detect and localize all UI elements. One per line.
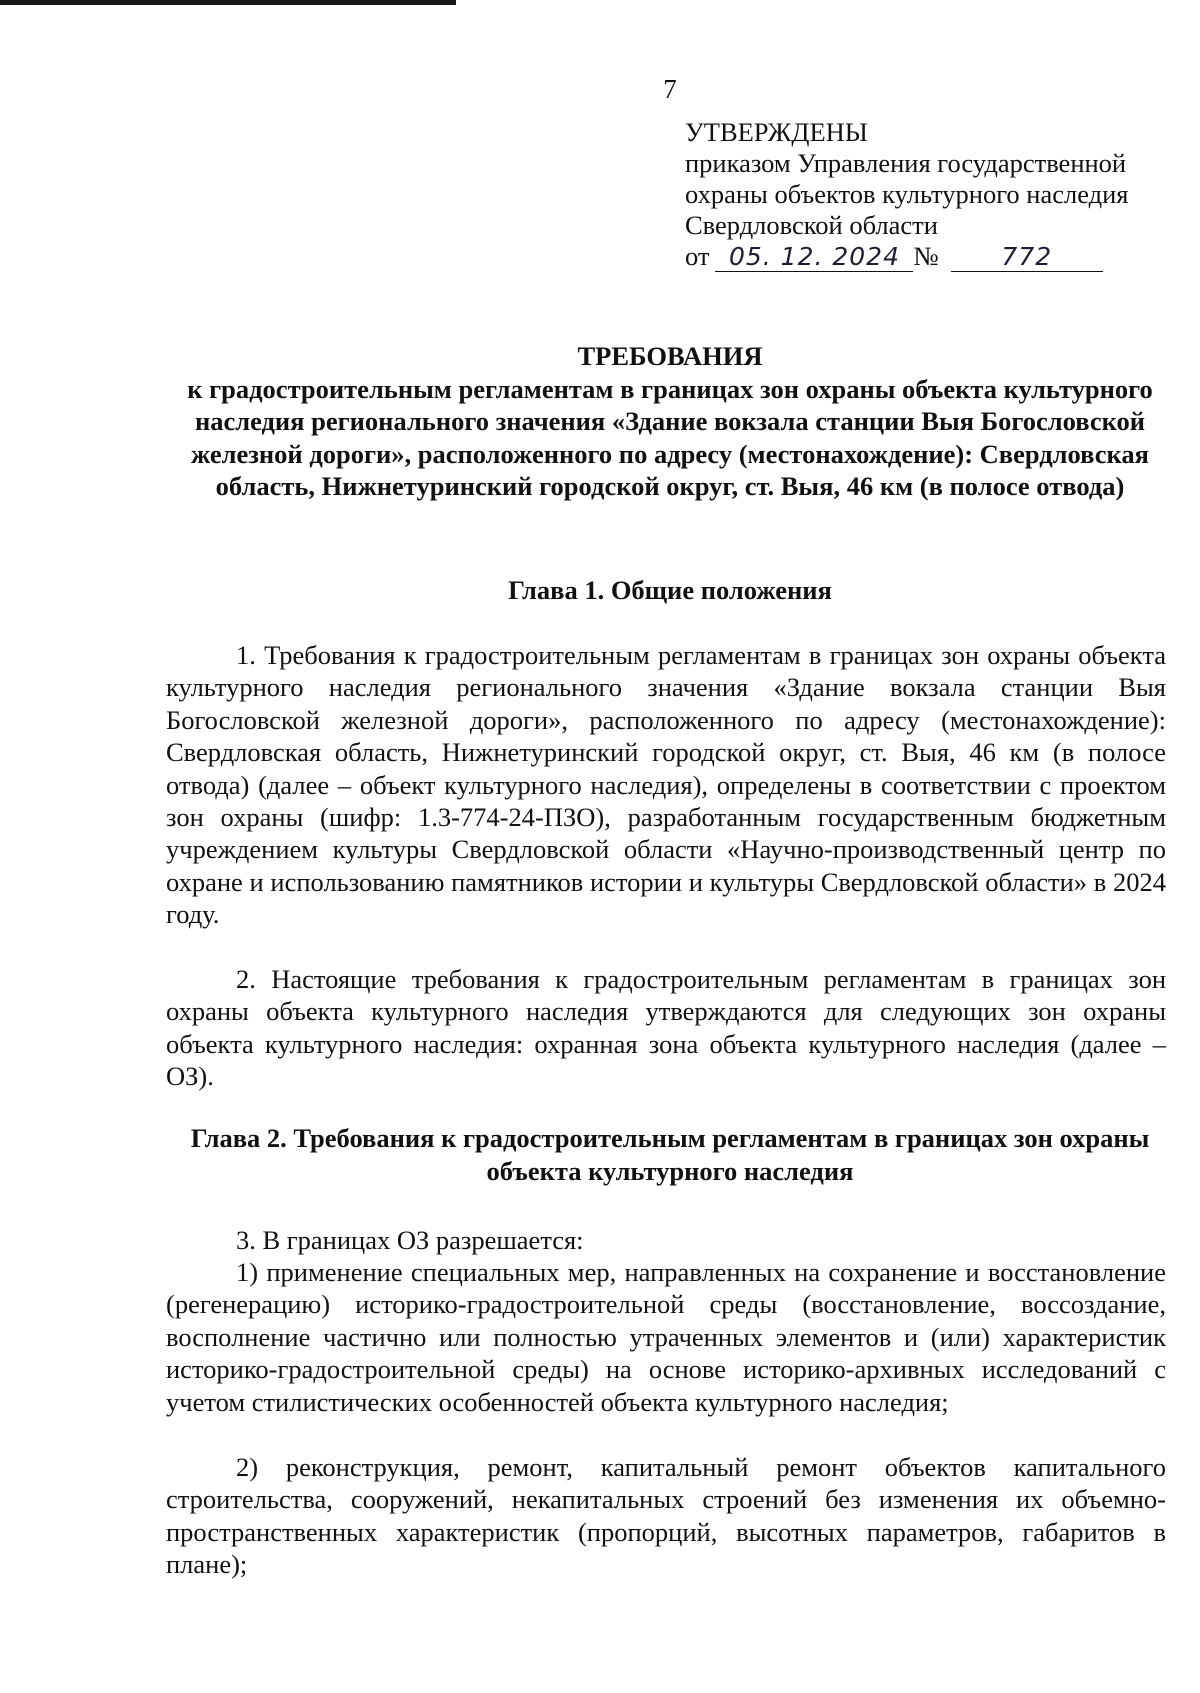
number-sign: № [913, 241, 939, 271]
chapter-1-heading: Глава 1. Общие положения [508, 575, 832, 605]
paragraph-3-item-2: 2) реконструкция, ремонт, капитальный ремонт объектов капитального строительства, сооружений, некапитальных строений без изменения их объемно-пространственных характеристик (пропорций, высотных параметров, габаритов в плане); [166, 1452, 1166, 1580]
approval-line-1: приказом Управления государственной [685, 148, 1127, 178]
chapter-2-heading: Глава 2. Требования к градостроительным регламентам в границах зон охраны объекта культурного наследия [190, 1123, 1150, 1186]
paragraph-3-item-1: 1) применение специальных мер, направленных на сохранение и восстановление (регенерацию) историко-градостроительной среды (восстановление, воссоздание, восполнение частично или полностью утраченных элементов и (или) характеристик историко-градостроительной среды) на основе историко-архивных исследований с учетом стилистических особенностей объекта культурного наследия; [166, 1257, 1166, 1417]
paragraph-1: 1. Требования к градостроительным регламентам в границах зон охраны объекта культурного наследия регионального значения «Здание вокзала станции Выя Богословской железной дороги», расположенного по адресу (местонахождение): Свердловская область, Нижнетуринский городской округ, ст. Выя, 46 км (в полосе отвода) (далее – объект культурного наследия), определены в соответствии с проектом зон охраны (шифр: 1.3-774-24-ПЗО), разработанным государственным бюджетным учреждением культуры Свердловской области «Научно-производственный центр по охране и использованию памятников истории и культуры Свердловской области» в 2024 году. [166, 640, 1166, 930]
approval-line-2: охраны объектов культурного наследия [685, 179, 1129, 209]
approval-date-row [685, 241, 1128, 272]
document-title [175, 340, 1165, 503]
approval-line-3: Свердловской области [685, 210, 938, 240]
title-subtitle: к градостроительным регламентам в границах зон охраны объекта культурного наследия регионального значения «Здание вокзала станции Выя Богословской железной дороги», расположенного по адресу (местонахождение): Свердловская область, Нижнетуринский городской округ, ст. Выя, 46 км (в полосе отвода) [187, 373, 1153, 501]
date-prefix: от [685, 241, 710, 271]
approval-stamp-block [685, 117, 1128, 272]
approval-heading: УТВЕРЖДЕНЫ [685, 117, 868, 147]
handwritten-date: 05. 12. 2024 [715, 243, 913, 272]
handwritten-order-number: 772 [951, 243, 1103, 272]
paragraph-3: 3. В границах ОЗ разрешается: [236, 1225, 584, 1255]
title-heading: ТРЕБОВАНИЯ [577, 341, 763, 371]
page-number: 7 [663, 74, 677, 104]
paragraph-2: 2. Настоящие требования к градостроительным регламентам в границах зон охраны объекта культурного наследия утверждаются для следующих зон охраны объекта культурного наследия: охранная зона объекта культурного наследия (далее – ОЗ). [166, 964, 1166, 1092]
scan-edge-line [0, 0, 1200, 5]
